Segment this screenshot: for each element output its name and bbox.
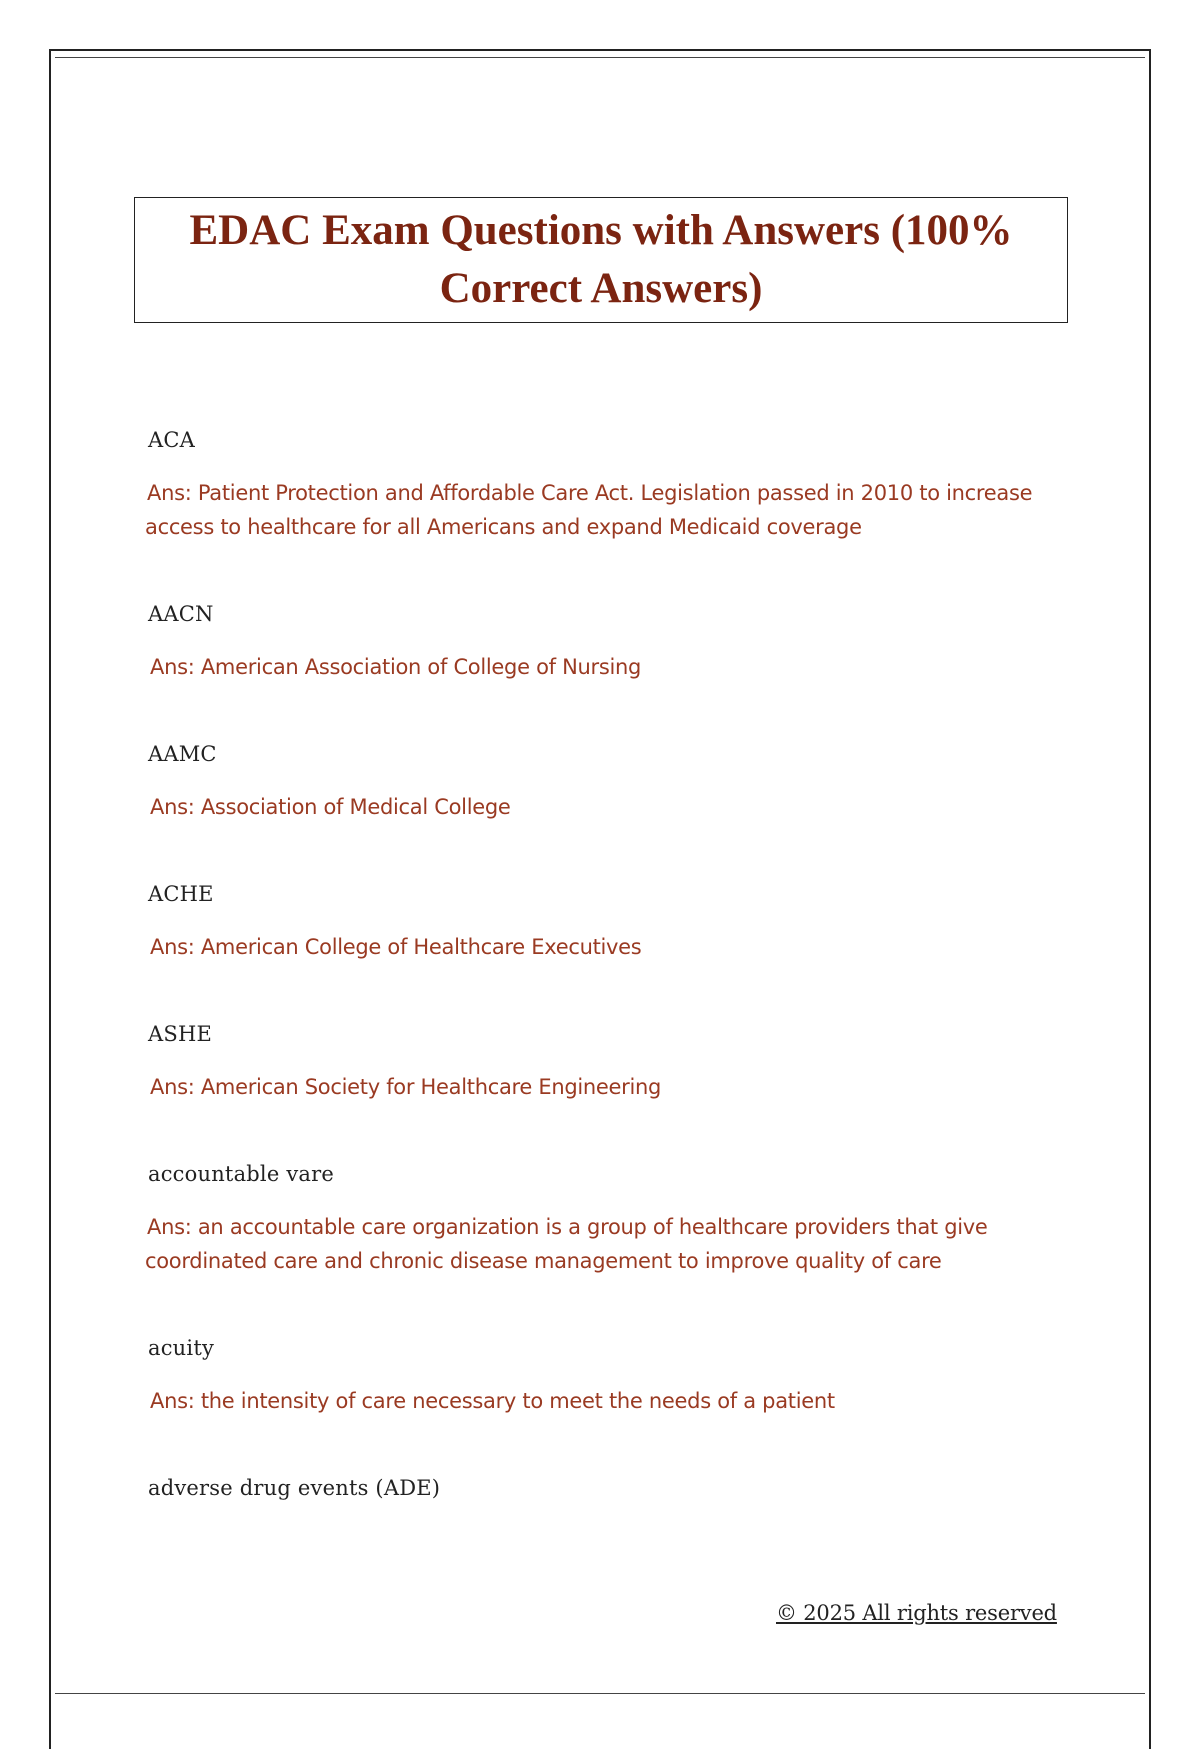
answer: Ans: American Association of College of Nursing — [150, 655, 642, 679]
page-top-rule — [55, 57, 1145, 58]
qa-item — [148, 1473, 1048, 1503]
term: ASHE — [148, 1022, 212, 1046]
copyright-notice: © 2025 All rights reserved — [776, 1601, 1057, 1625]
term: adverse drug events (ADE) — [148, 1476, 441, 1500]
term: AACN — [148, 602, 214, 626]
answer: Ans: Patient Protection and Affordable Care Act. Legislation passed in 2010 to increase access to healthcare for all Americans and expand Medicaid coverage — [145, 481, 1033, 539]
qa-item — [148, 1019, 1048, 1159]
answer: Ans: the intensity of care necessary to meet the needs of a patient — [150, 1389, 835, 1413]
qa-item — [145, 1159, 1048, 1333]
term: AAMC — [148, 742, 217, 766]
answer: Ans: American College of Healthcare Executives — [150, 935, 642, 959]
answer: Ans: an accountable care organization is a group of healthcare providers that give coordinated care and chronic disease management to improve quality of care — [145, 1215, 988, 1273]
qa-item — [148, 739, 1048, 879]
document-title: EDAC Exam Questions with Answers (100% Correct Answers) — [189, 207, 1013, 312]
qa-item — [145, 425, 1048, 599]
answer: Ans: Association of Medical College — [150, 795, 511, 819]
qa-item — [148, 879, 1048, 1019]
title-box — [134, 197, 1068, 323]
term: acuity — [148, 1336, 215, 1360]
qa-item — [148, 599, 1048, 739]
term: ACHE — [148, 882, 214, 906]
page-bottom-rule — [55, 1693, 1145, 1694]
term: ACA — [148, 428, 195, 452]
qa-item — [148, 1333, 1048, 1473]
answer: Ans: American Society for Healthcare Engineering — [150, 1075, 662, 1099]
term: accountable vare — [148, 1162, 335, 1186]
qa-list — [145, 425, 1048, 1503]
